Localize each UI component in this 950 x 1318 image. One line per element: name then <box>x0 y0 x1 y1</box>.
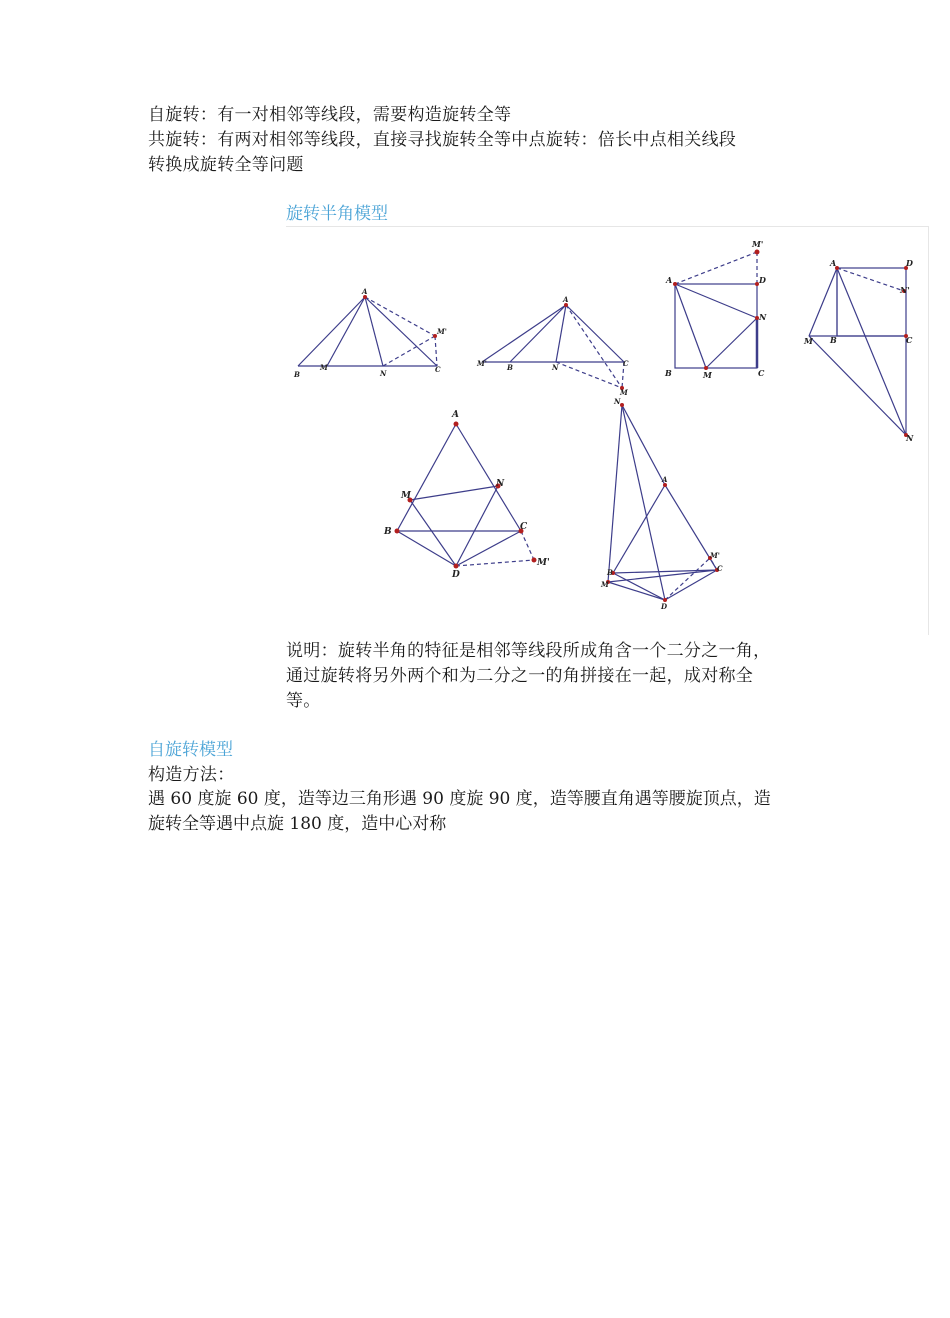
f3-label-d: D <box>759 275 766 285</box>
self-rotation-heading: 自旋转模型 <box>148 740 233 760</box>
f6-label-m: M <box>601 580 609 589</box>
f1-label-m: M <box>320 363 328 372</box>
f1-label-a: A <box>362 287 368 296</box>
f5-label-a: A <box>452 410 459 420</box>
f1-label-m-prime: M' <box>437 327 447 336</box>
f3-label-m: M <box>703 370 712 380</box>
note-line-1: 说明：旋转半角的特征是相邻等线段所成角含一个二分之一角， <box>286 641 771 661</box>
f3-label-n: N <box>759 312 767 322</box>
intro-line-1: 自旋转：有一对相邻等线段，需要构造旋转全等 <box>148 105 512 125</box>
figure-2-extended-triangle <box>482 305 624 388</box>
method-line-2: 旋转全等遇中点旋 180 度，造中心对称 <box>148 814 447 834</box>
f6-label-a: A <box>662 475 668 484</box>
f6-label-b: B <box>607 568 613 577</box>
f3-label-m-prime: M' <box>752 239 764 249</box>
f6-label-m-prime: M' <box>710 551 720 560</box>
f5-label-b: B <box>384 527 392 537</box>
f2-label-n: N <box>552 363 559 372</box>
f3-label-c: C <box>758 368 765 378</box>
f4-label-d: D <box>906 258 913 268</box>
note-line-3: 等。 <box>286 691 321 711</box>
f4-label-m: M <box>804 336 813 346</box>
f5-label-m-prime: M' <box>537 558 550 568</box>
f5-label-d: D <box>452 570 460 580</box>
f2-label-c: C <box>623 359 629 368</box>
f1-label-n: N <box>380 369 387 378</box>
figure-4-square-extended <box>809 268 906 435</box>
half-angle-heading: 旋转半角模型 <box>286 204 388 224</box>
f6-label-c: C <box>717 564 723 573</box>
f4-label-b: B <box>830 335 837 345</box>
f5-label-m: M <box>401 491 411 501</box>
f2-label-m-prime: M' <box>477 359 487 368</box>
f1-label-b: B <box>294 370 300 379</box>
figure-3-square <box>675 252 757 368</box>
f4-label-n: N <box>906 433 914 443</box>
f3-label-b: B <box>665 368 672 378</box>
f2-label-a: A <box>563 295 569 304</box>
figure-5-equilateral <box>397 424 534 566</box>
figure-6-extended-equilateral <box>608 405 717 600</box>
f6-label-n: N <box>614 397 621 406</box>
intro-line-2: 共旋转：有两对相邻等线段，直接寻找旋转全等中点旋转：倍长中点相关线段 <box>148 130 737 150</box>
f2-label-b: B <box>507 363 513 372</box>
half-angle-figures <box>286 226 928 634</box>
note-line-2: 通过旋转将另外两个和为二分之一的角拼接在一起，成对称全 <box>286 666 754 686</box>
f4-label-a: A <box>830 258 837 268</box>
figure-1-isosceles-triangle <box>298 297 437 366</box>
f1-label-c: C <box>435 365 441 374</box>
f4-label-c: C <box>906 335 913 345</box>
method-line-1: 遇 60 度旋 60 度，造等边三角形遇 90 度旋 90 度，造等腰直角遇等腰旋顶点，造 <box>148 789 771 809</box>
f5-label-n: N <box>496 479 505 489</box>
f6-label-d: D <box>661 602 668 611</box>
f2-label-m: M <box>620 388 628 397</box>
f4-label-n-prime: N' <box>900 285 910 295</box>
f5-label-c: C <box>520 522 528 532</box>
f3-label-a: A <box>666 275 673 285</box>
intro-line-3: 转换成旋转全等问题 <box>148 155 304 175</box>
method-label: 构造方法： <box>148 765 235 785</box>
